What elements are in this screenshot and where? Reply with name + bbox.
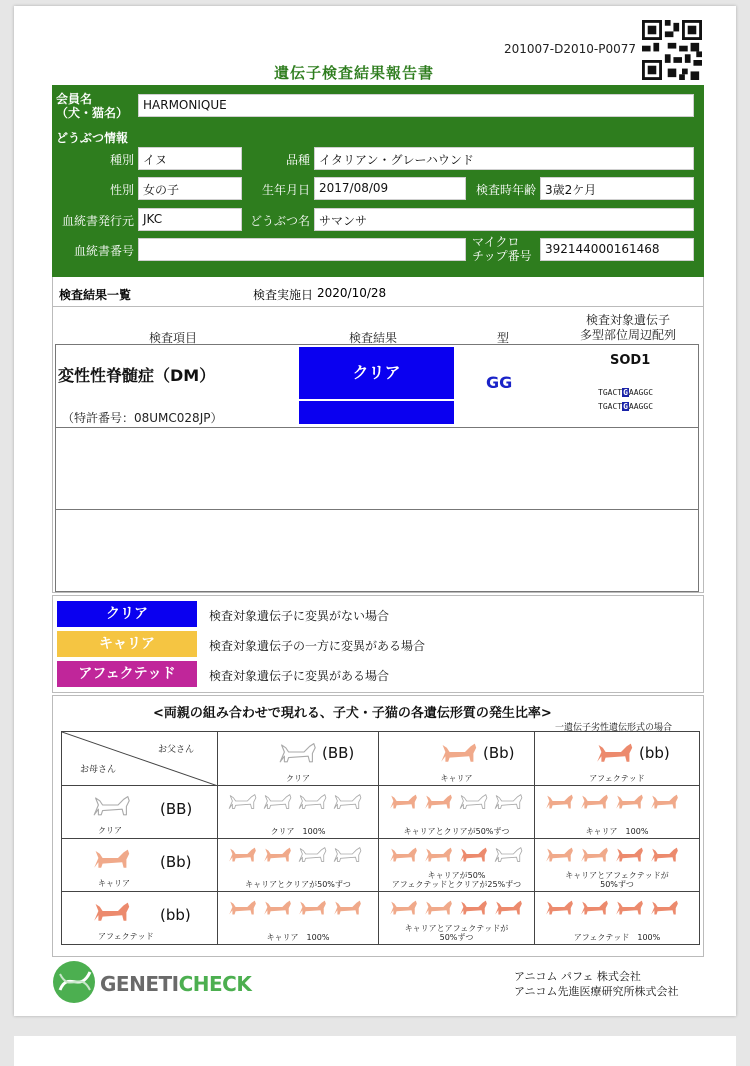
offspring-dogs [543, 790, 680, 812]
legend-affected-desc: 検査対象遺伝子に変異がある場合 [209, 669, 390, 683]
father-genotype: (BB) [322, 744, 355, 762]
results-summary-bar [52, 277, 704, 307]
mother-phenotype: クリア [98, 826, 122, 835]
offspring-dog-icon [422, 790, 454, 812]
father-genotype: (bb) [639, 744, 670, 762]
sex-field: 女の子 [138, 177, 242, 200]
offspring-dog-icon [457, 790, 489, 812]
offspring-ratio: キャリアとアフェクテッドが 50%ずつ [404, 924, 509, 942]
offspring-dog-icon [226, 843, 258, 865]
birth-label: 生年月日 [261, 183, 310, 197]
offspring-dogs [226, 843, 363, 865]
parent-dog-icon [90, 790, 132, 820]
combo-cell [218, 786, 379, 839]
offspring-dog-icon [331, 843, 363, 865]
sequence-line-1 [598, 388, 653, 397]
test-date: 2020/10/28 [317, 286, 387, 300]
birth-field: 2017/08/09 [314, 177, 466, 200]
seq2-snp: G [623, 402, 628, 411]
col-type: 型 [496, 331, 509, 345]
offspring-dog-icon [422, 896, 454, 918]
offspring-dog-icon [331, 790, 363, 812]
offspring-dog-icon [492, 790, 524, 812]
col-sequence-line2: 多型部位周辺配列 [579, 328, 676, 342]
seq2-post: AAGGC [628, 402, 654, 411]
member-label [56, 92, 128, 120]
genotype: GG [486, 373, 513, 392]
legend-carrier-desc: 検査対象遺伝子の一方に変異がある場合 [209, 639, 426, 653]
offspring-dog-icon [492, 843, 524, 865]
offspring-dog-icon [648, 896, 680, 918]
mother-genotype: (bb) [160, 906, 191, 924]
dna-logo-icon [52, 960, 96, 1004]
combo-cell [379, 786, 535, 839]
mother-genotype: (BB) [160, 800, 193, 818]
col-sequence [563, 313, 693, 343]
logo-text-main: GENETI [100, 972, 179, 996]
col-result: 検査結果 [348, 331, 397, 345]
member-label-line1: 会員名 [56, 92, 93, 106]
offspring-dog-icon [296, 896, 328, 918]
seq1-snp: G [623, 388, 628, 397]
qr-code-icon [642, 20, 702, 80]
offspring-dogs [543, 843, 680, 865]
father-phenotype: アフェクテッド [589, 774, 645, 783]
ratio-grid [61, 731, 700, 945]
result-badge: クリア [299, 347, 454, 399]
result-legend [52, 595, 704, 693]
father-header-affected [535, 732, 700, 786]
offspring-dogs [387, 896, 524, 918]
age-label: 検査時年齢 [475, 183, 536, 197]
father-header-clear [218, 732, 379, 786]
patent-number: （特許番号：08UMC028JP） [62, 411, 223, 425]
combo-cell [535, 892, 700, 945]
seq1-post: AAGGC [628, 388, 654, 397]
offspring-ratio: キャリアとクリアが50%ずつ [245, 880, 351, 889]
combo-cell [535, 786, 700, 839]
mother-phenotype: アフェクテッド [98, 932, 154, 941]
pedigree-number-label: 血統書番号 [73, 244, 134, 258]
offspring-dog-icon [422, 843, 454, 865]
ratio-note: 一遺伝子劣性遺伝形式の場合 [555, 723, 673, 733]
corner-cell [62, 732, 218, 786]
offspring-dog-icon [387, 843, 419, 865]
offspring-dog-icon [296, 843, 328, 865]
result-badge-lower [299, 401, 454, 424]
mother-genotype: (Bb) [160, 853, 192, 871]
age-field: 3歳2ケ月 [540, 177, 694, 200]
member-label-line2: （犬・猫名） [56, 106, 129, 120]
report-page [14, 6, 736, 1016]
registry-label: 血統書発行元 [61, 214, 134, 228]
chip-label [472, 235, 532, 263]
combo-cell [218, 839, 379, 892]
results-table [52, 307, 704, 593]
company-names [514, 969, 678, 999]
legend-affected-badge: アフェクテッド [57, 661, 197, 687]
combo-cell [379, 839, 535, 892]
registry-field: JKC [138, 208, 242, 231]
inheritance-ratio-section [52, 695, 704, 957]
combo-cell [218, 892, 379, 945]
mother-header-affected [62, 892, 218, 945]
parent-dog-icon [437, 738, 479, 766]
company-line-2: アニコム先進医療研究所株式会社 [514, 985, 679, 998]
offspring-dogs [226, 896, 363, 918]
offspring-ratio: キャリアとクリアが50%ずつ [403, 827, 510, 836]
parent-dog-icon [276, 738, 318, 766]
col-test-item: 検査項目 [148, 331, 197, 345]
animal-info-panel [52, 85, 704, 277]
offspring-dog-icon [492, 896, 524, 918]
empty-result-row [55, 427, 699, 510]
geneticheck-logo [52, 958, 252, 1008]
ratio-title: <両親の組み合わせで現れる、子犬・子猫の各遺伝形質の発生比率> [153, 706, 552, 721]
report-title: 遺伝子検査結果報告書 [274, 64, 435, 82]
test-name: 変性性脊髄症（DM） [58, 366, 216, 385]
company-line-1: アニコム パフェ 株式会社 [514, 970, 641, 983]
gene-name: SOD1 [610, 353, 651, 368]
offspring-dog-icon [261, 843, 293, 865]
logo-text-accent: CHECK [178, 972, 252, 996]
offspring-dog-icon [578, 843, 610, 865]
offspring-dog-icon [648, 790, 680, 812]
offspring-ratio: キャリア 100% [585, 827, 649, 836]
father-header-carrier [379, 732, 535, 786]
empty-result-row [55, 509, 699, 592]
animal-section-label: どうぶつ情報 [56, 131, 129, 145]
legend-clear-badge: クリア [57, 601, 197, 627]
legend-clear-desc: 検査対象遺伝子に変異がない場合 [209, 609, 390, 623]
offspring-ratio: キャリア 100% [266, 933, 330, 942]
offspring-ratio: アフェクテッド 100% [573, 933, 661, 942]
offspring-dog-icon [387, 896, 419, 918]
breed-label: 品種 [285, 153, 310, 167]
member-name-field: HARMONIQUE [138, 94, 694, 117]
offspring-dog-icon [648, 843, 680, 865]
mother-label: お母さん [80, 765, 117, 775]
parent-dog-icon [90, 843, 132, 873]
offspring-dog-icon [457, 896, 489, 918]
animal-name-label: どうぶつ名 [249, 214, 310, 228]
offspring-dogs [387, 843, 524, 865]
offspring-dogs [543, 896, 680, 918]
species-field: イヌ [138, 147, 242, 170]
parent-dog-icon [90, 896, 132, 926]
species-label: 種別 [109, 153, 134, 167]
combo-cell [535, 839, 700, 892]
chip-label-line1: マイクロ [472, 235, 520, 249]
result-row [55, 344, 699, 428]
breed-field: イタリアン・グレーハウンド [314, 147, 694, 170]
sequence-line-2 [598, 402, 653, 411]
offspring-dog-icon [543, 896, 575, 918]
offspring-dog-icon [296, 790, 328, 812]
seq2-pre: TGACT [598, 402, 623, 411]
offspring-dog-icon [613, 843, 645, 865]
mother-header-clear [62, 786, 218, 839]
offspring-dog-icon [578, 790, 610, 812]
offspring-dog-icon [543, 790, 575, 812]
father-phenotype: キャリア [440, 774, 473, 783]
diagonal-divider [62, 732, 218, 786]
offspring-ratio: キャリアが50% アフェクテッドとクリアが25%ずつ [391, 871, 522, 889]
next-page-edge [14, 1036, 736, 1066]
father-phenotype: クリア [286, 774, 310, 783]
offspring-dog-icon [331, 896, 363, 918]
offspring-dog-icon [543, 843, 575, 865]
seq1-pre: TGACT [598, 388, 623, 397]
offspring-dog-icon [578, 896, 610, 918]
offspring-dog-icon [613, 896, 645, 918]
offspring-dog-icon [226, 790, 258, 812]
logo-text [100, 972, 251, 996]
father-label: お父さん [158, 745, 195, 755]
offspring-dogs [387, 790, 524, 812]
offspring-dog-icon [457, 843, 489, 865]
combo-cell [379, 892, 535, 945]
offspring-ratio: キャリアとアフェクテッドが 50%ずつ [565, 871, 669, 889]
chip-label-line2: チップ番号 [472, 249, 532, 263]
animal-name-field: サマンサ [314, 208, 694, 231]
offspring-dog-icon [613, 790, 645, 812]
offspring-dog-icon [387, 790, 419, 812]
offspring-dogs [226, 790, 363, 812]
parent-dog-icon [593, 738, 635, 766]
col-sequence-line1: 検査対象遺伝子 [585, 313, 670, 327]
offspring-ratio: クリア 100% [270, 827, 326, 836]
mother-header-carrier [62, 839, 218, 892]
test-date-label: 検査実施日 [253, 288, 314, 302]
mother-phenotype: キャリア [98, 879, 130, 888]
document-number: 201007-D2010-P0077 [504, 42, 637, 56]
pedigree-number-field [138, 238, 466, 261]
sex-label: 性別 [109, 183, 134, 197]
results-summary-label: 検査結果一覧 [59, 288, 132, 302]
offspring-dog-icon [261, 896, 293, 918]
offspring-dog-icon [261, 790, 293, 812]
father-genotype: (Bb) [483, 744, 515, 762]
legend-carrier-badge: キャリア [57, 631, 197, 657]
offspring-dog-icon [226, 896, 258, 918]
chip-number-field: 392144000161468 [540, 238, 694, 261]
